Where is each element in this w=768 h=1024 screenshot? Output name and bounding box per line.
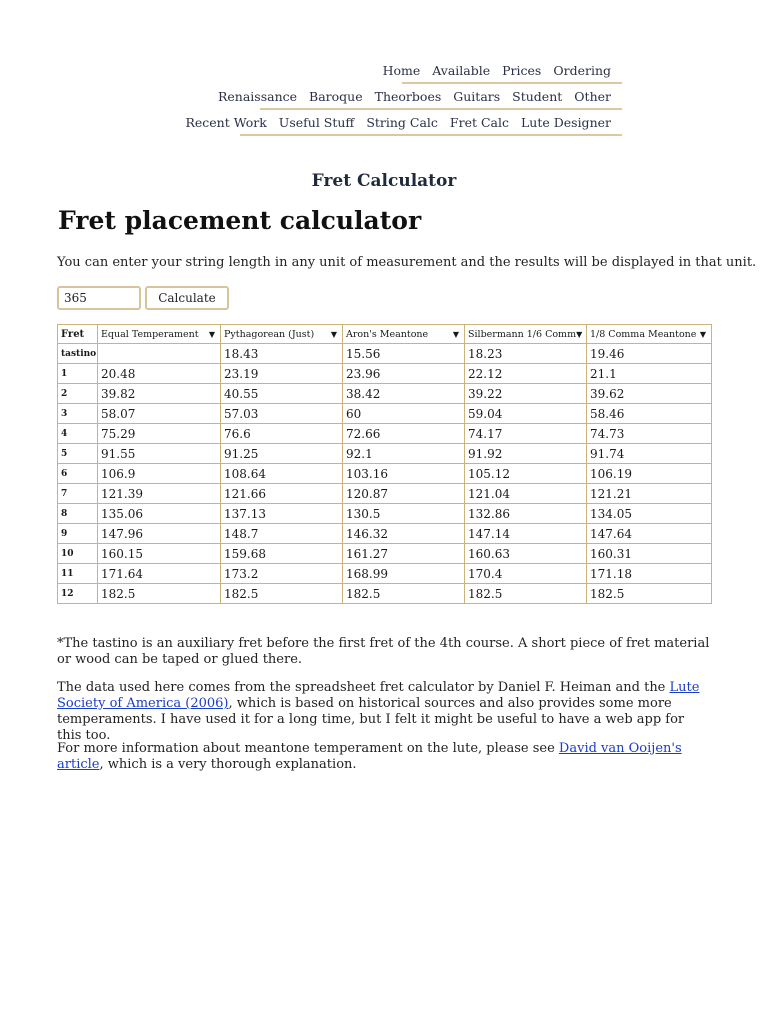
fret-distance-cell: 182.5 <box>221 584 343 604</box>
fret-distance-cell: 147.96 <box>98 524 221 544</box>
fret-number-cell: 3 <box>58 404 98 424</box>
nav-link-string-calc[interactable]: String Calc <box>366 114 438 130</box>
fret-distance-cell: 182.5 <box>465 584 587 604</box>
fret-distance-cell: 146.32 <box>343 524 465 544</box>
fret-distance-cell: 38.42 <box>343 384 465 404</box>
nav-row-primary <box>382 58 622 84</box>
sort-caret-icon[interactable]: ▼ <box>699 329 706 339</box>
fret-number-cell: 11 <box>58 564 98 584</box>
nav-link-lute-designer[interactable]: Lute Designer <box>520 114 611 130</box>
column-header-equal-temperament[interactable] <box>98 325 221 344</box>
table-row <box>58 584 712 604</box>
intro-text: You can enter your string length in any unit of measurement and the results will be displayed in that unit. <box>57 255 757 270</box>
fret-distance-cell: 91.25 <box>221 444 343 464</box>
column-header-label: Aron's Meantone <box>346 328 429 340</box>
fret-distance-cell: 91.74 <box>587 444 712 464</box>
fret-distance-cell: 39.62 <box>587 384 712 404</box>
fret-distance-cell: 21.1 <box>587 364 712 384</box>
column-header-eighth-comma[interactable] <box>587 325 712 344</box>
column-header-arons-meantone[interactable] <box>343 325 465 344</box>
fret-distance-cell: 161.27 <box>343 544 465 564</box>
nav-link-ordering[interactable]: Ordering <box>553 62 611 78</box>
fret-distance-cell: 57.03 <box>221 404 343 424</box>
table-row <box>58 404 712 424</box>
fret-distance-cell: 160.63 <box>465 544 587 564</box>
fret-distance-cell: 23.19 <box>221 364 343 384</box>
sort-caret-icon[interactable]: ▼ <box>576 329 583 339</box>
fret-distance-cell: 182.5 <box>98 584 221 604</box>
nav-link-renaissance[interactable]: Renaissance <box>217 88 298 104</box>
data-source-note: The data used here comes from the spreadsheet fret calculator by Daniel F. Heiman and the Lute Society of America (2006), which is based on historical sources and also provides some more temperaments. I have used it for a long time, but I felt it might be useful to have a web app for this too. <box>57 680 700 743</box>
table-row <box>58 384 712 404</box>
fret-distance-cell: 182.5 <box>343 584 465 604</box>
fret-distance-cell: 171.18 <box>587 564 712 584</box>
table-row <box>58 564 712 584</box>
fret-number-cell: 4 <box>58 424 98 444</box>
fret-distance-cell: 106.9 <box>98 464 221 484</box>
fret-distance-cell <box>98 344 221 364</box>
fret-distance-cell: 160.31 <box>587 544 712 564</box>
sort-caret-icon[interactable]: ▼ <box>452 329 459 339</box>
nav-link-recent-work[interactable]: Recent Work <box>185 114 267 130</box>
column-header-silbermann[interactable] <box>465 325 587 344</box>
fret-distance-cell: 173.2 <box>221 564 343 584</box>
nav-link-theorboes[interactable]: Theorboes <box>374 88 442 104</box>
fret-distance-cell: 170.4 <box>465 564 587 584</box>
fret-distance-cell: 15.56 <box>343 344 465 364</box>
fret-distance-cell: 75.29 <box>98 424 221 444</box>
fret-distance-cell: 76.6 <box>221 424 343 444</box>
fret-distance-cell: 58.07 <box>98 404 221 424</box>
nav-link-home[interactable]: Home <box>382 62 421 78</box>
fret-distance-cell: 74.73 <box>587 424 712 444</box>
fret-distance-cell: 121.21 <box>587 484 712 504</box>
fret-distance-cell: 147.14 <box>465 524 587 544</box>
table-row <box>58 444 712 464</box>
fret-distance-cell: 160.15 <box>98 544 221 564</box>
table-body <box>58 344 712 604</box>
fret-distance-cell: 39.82 <box>98 384 221 404</box>
fret-distance-cell: 106.19 <box>587 464 712 484</box>
fret-distance-cell: 20.48 <box>98 364 221 384</box>
site-title: Fret Calculator <box>311 171 457 191</box>
table-row <box>58 424 712 444</box>
nav-link-student[interactable]: Student <box>512 88 563 104</box>
fret-distance-cell: 18.23 <box>465 344 587 364</box>
nav-link-useful-stuff[interactable]: Useful Stuff <box>278 114 355 130</box>
fret-distance-cell: 103.16 <box>343 464 465 484</box>
fret-distance-cell: 108.64 <box>221 464 343 484</box>
fret-distance-cell: 18.43 <box>221 344 343 364</box>
table-row <box>58 484 712 504</box>
column-header-label: Silbermann 1/6 Comm <box>468 328 577 340</box>
fret-distance-cell: 59.04 <box>465 404 587 424</box>
page-title: Fret placement calculator <box>58 206 422 235</box>
nav-link-fret-calc[interactable]: Fret Calc <box>449 114 509 130</box>
fret-results-table <box>57 324 712 604</box>
fret-number-cell: 9 <box>58 524 98 544</box>
fret-distance-cell: 19.46 <box>587 344 712 364</box>
string-length-input[interactable] <box>57 286 141 310</box>
fret-distance-cell: 58.46 <box>587 404 712 424</box>
nav-link-other[interactable]: Other <box>574 88 611 104</box>
fret-distance-cell: 137.13 <box>221 504 343 524</box>
fret-distance-cell: 121.66 <box>221 484 343 504</box>
fret-distance-cell: 171.64 <box>98 564 221 584</box>
fret-distance-cell: 105.12 <box>465 464 587 484</box>
van-ooijen-article-link[interactable]: David van Ooijen's article <box>57 741 682 772</box>
nav-row-instruments <box>217 84 622 110</box>
tastino-note: *The tastino is an auxiliary fret before the first fret of the 4th course. A short piece of fret material or wood can be taped or glued there. <box>57 636 710 667</box>
fret-distance-cell: 39.22 <box>465 384 587 404</box>
fret-distance-cell: 168.99 <box>343 564 465 584</box>
table-row <box>58 504 712 524</box>
fret-distance-cell: 60 <box>343 404 465 424</box>
fret-distance-cell: 182.5 <box>587 584 712 604</box>
fret-number-cell: 6 <box>58 464 98 484</box>
fret-distance-cell: 148.7 <box>221 524 343 544</box>
fret-distance-cell: 135.06 <box>98 504 221 524</box>
fret-distance-cell: 121.04 <box>465 484 587 504</box>
fret-number-cell: 10 <box>58 544 98 564</box>
fret-number-cell: tastino <box>58 344 98 364</box>
fret-distance-cell: 121.39 <box>98 484 221 504</box>
fret-distance-cell: 22.12 <box>465 364 587 384</box>
fret-distance-cell: 134.05 <box>587 504 712 524</box>
nav-link-available[interactable]: Available <box>432 62 491 78</box>
nav-link-baroque[interactable]: Baroque <box>309 88 363 104</box>
table-row <box>58 464 712 484</box>
table-row <box>58 524 712 544</box>
fret-distance-cell: 91.92 <box>465 444 587 464</box>
sort-caret-icon[interactable]: ▼ <box>208 329 215 339</box>
sort-caret-icon[interactable]: ▼ <box>330 329 337 339</box>
more-info-note: For more information about meantone temperament on the lute, please see David van Ooijen's article, which is a very thorough explanation. <box>57 741 682 772</box>
fret-distance-cell: 92.1 <box>343 444 465 464</box>
fret-number-cell: 8 <box>58 504 98 524</box>
column-header-label: Equal Temperament <box>101 328 199 340</box>
fret-distance-cell: 72.66 <box>343 424 465 444</box>
nav-link-prices[interactable]: Prices <box>502 62 542 78</box>
fret-number-cell: 1 <box>58 364 98 384</box>
fret-distance-cell: 147.64 <box>587 524 712 544</box>
fret-distance-cell: 130.5 <box>343 504 465 524</box>
fret-distance-cell: 40.55 <box>221 384 343 404</box>
fret-number-cell: 5 <box>58 444 98 464</box>
column-header-pythagorean[interactable] <box>221 325 343 344</box>
fret-distance-cell: 120.87 <box>343 484 465 504</box>
column-header-label: 1/8 Comma Meantone <box>590 328 697 340</box>
column-header-label: Pythagorean (Just) <box>224 328 315 340</box>
calculate-button[interactable]: Calculate <box>145 286 229 310</box>
fret-distance-cell: 159.68 <box>221 544 343 564</box>
fret-number-cell: 7 <box>58 484 98 504</box>
table-row <box>58 344 712 364</box>
lute-society-link[interactable]: Lute Society of America (2006) <box>57 680 700 711</box>
fret-number-cell: 2 <box>58 384 98 404</box>
nav-link-guitars[interactable]: Guitars <box>453 88 501 104</box>
nav-row-tools <box>185 110 622 136</box>
fret-distance-cell: 132.86 <box>465 504 587 524</box>
fret-distance-cell: 91.55 <box>98 444 221 464</box>
fret-distance-cell: 74.17 <box>465 424 587 444</box>
table-row <box>58 544 712 564</box>
fret-number-cell: 12 <box>58 584 98 604</box>
main-navigation <box>185 58 622 136</box>
column-header-fret: Fret <box>58 325 98 344</box>
table-header-row <box>58 325 712 344</box>
table-row <box>58 364 712 384</box>
fret-distance-cell: 23.96 <box>343 364 465 384</box>
